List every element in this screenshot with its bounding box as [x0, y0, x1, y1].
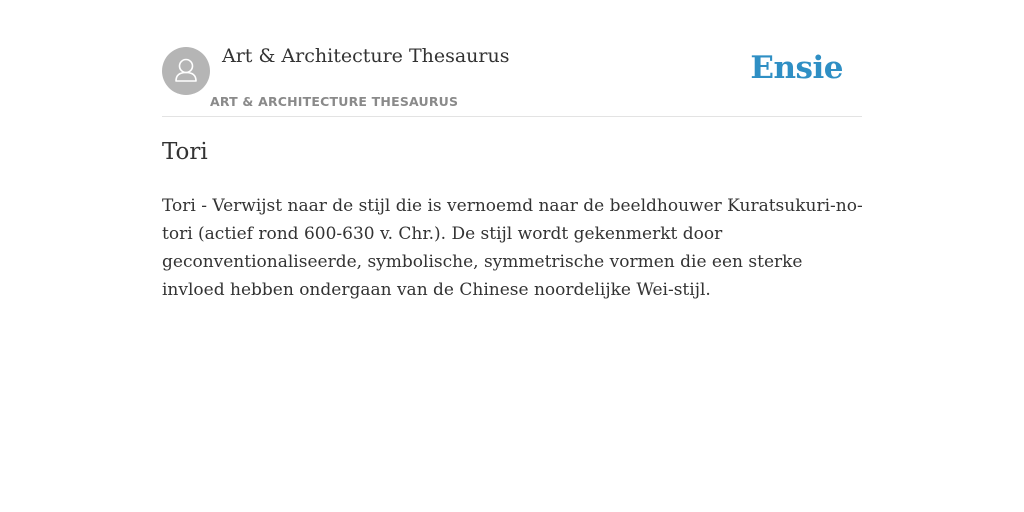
- avatar[interactable]: [162, 47, 210, 95]
- entry-definition: Tori - Verwijst naar de stijl die is vernoemd naar de beeldhouwer Kuratsukuri-no-tori (actief rond 600-630 v. Chr.). De stijl wordt gekenmerkt door geconventionaliseerde, symbolische, symmetrische vormen die een sterke invloed hebben ondergaan van de Chinese noordelijke Wei-stijl.: [162, 196, 863, 300]
- entry-header: [162, 0, 862, 117]
- source-subtitle[interactable]: ART & ARCHITECTURE THESAURUS: [210, 94, 459, 109]
- entry-term: Tori: [162, 139, 208, 165]
- source-title[interactable]: Art & Architecture Thesaurus: [222, 45, 510, 67]
- user-avatar-icon: [162, 47, 210, 95]
- brand-logo[interactable]: Ensie: [750, 50, 843, 86]
